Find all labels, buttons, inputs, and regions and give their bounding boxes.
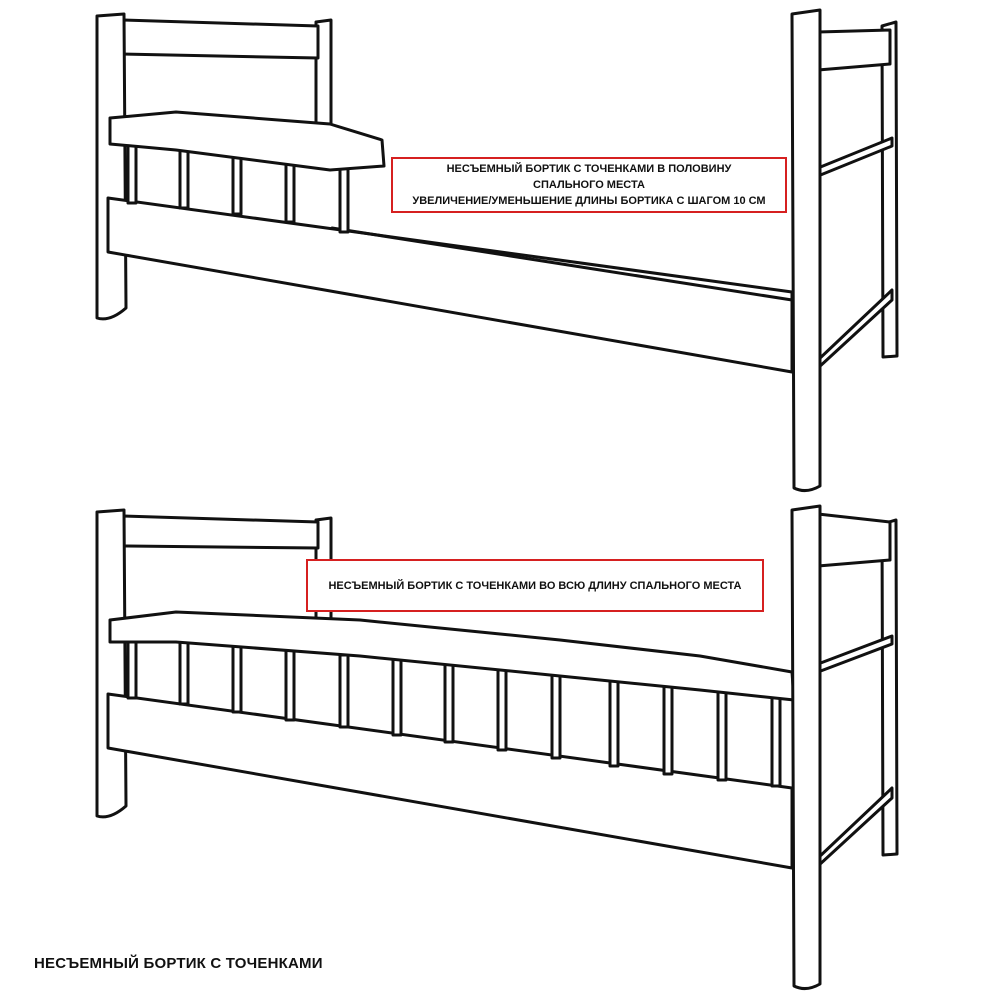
bed-half-rail [97, 10, 897, 491]
right-front-post [792, 10, 820, 491]
callout-line-2: СПАЛЬНОГО МЕСТА [533, 179, 645, 191]
callout-line-3: УВЕЛИЧЕНИЕ/УМЕНЬШЕНИЕ ДЛИНЫ БОРТИКА С ШАГОМ 10 СМ [412, 195, 766, 207]
callout-line-1: НЕСЪЕМНЫЙ БОРТИК С ТОЧЕНКАМИ В ПОЛОВИНУ [446, 163, 732, 175]
left-front-post [97, 14, 126, 319]
page-caption: НЕСЪЕМНЫЙ БОРТИК С ТОЧЕНКАМИ [34, 955, 323, 972]
left-headboard-board [122, 20, 318, 58]
guard-rail [110, 112, 384, 170]
callout-full-text: НЕСЪЕМНЫЙ БОРТИК С ТОЧЕНКАМИ ВО ВСЮ ДЛИНУ СПАЛЬНОГО МЕСТА [328, 579, 742, 592]
callout-half-rail [391, 157, 787, 213]
callout-full-rail [306, 559, 764, 612]
far-headboard [818, 30, 890, 70]
